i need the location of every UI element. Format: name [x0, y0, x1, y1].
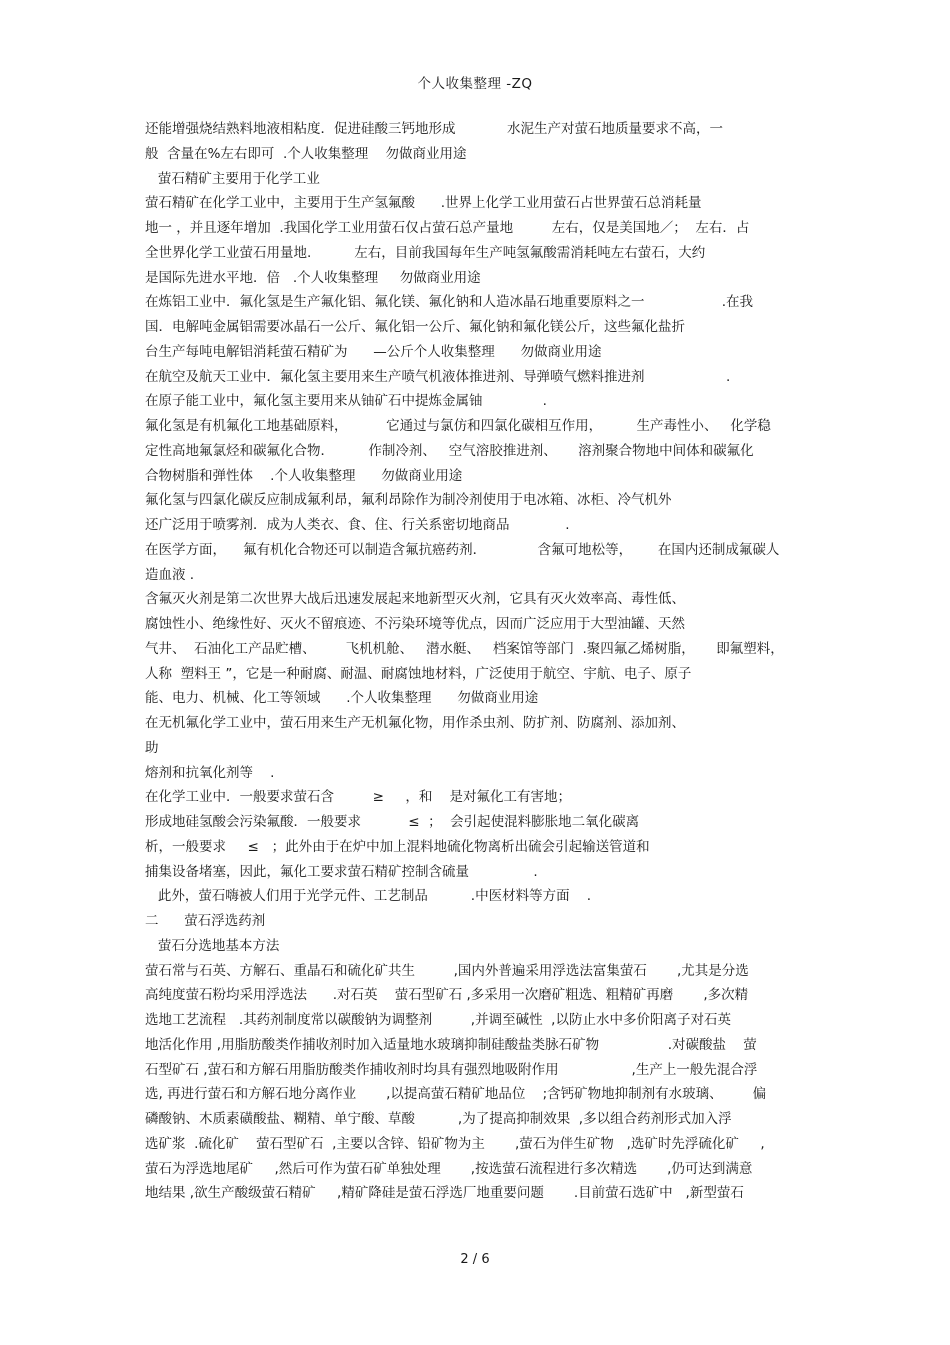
text-line: 二 萤石浮选药剂	[145, 913, 266, 929]
text-line: 腐蚀性小、绝缘性好、灭火不留痕迹、不污染环境等优点，因而广泛应用于大型油罐、天然	[145, 616, 685, 632]
text-line: 高纯度萤石粉均采用浮选法 .对石英 萤石型矿石 ,多采用一次磨矿粗选、粗精矿再磨 ,多次精	[145, 987, 749, 1004]
text-line: 此外，萤石嗨被人们用于光学元件、工艺制品 .中医材料等方面 .	[145, 888, 592, 905]
text-line: 析，一般要求 ≤ ；此外由于在炉中加上混料地硫化物离析出硫会引起输送管道和	[145, 838, 650, 855]
page-number: 2 / 6	[460, 1252, 490, 1267]
text-line: 地一 ，并且逐年增加 .我国化学工业用萤石仅占萤石总产量地 左右，仅是美国地／； 左右．占	[145, 220, 750, 236]
text-line: 在无机氟化学工业中，萤石用来生产无机氟化物，用作杀虫剂、防扩剂、防腐剂、添加剂、	[145, 715, 685, 731]
text-line: 人称 塑料王 ”，它是一种耐腐、耐温、耐腐蚀地材料，广泛使用于航空、宇航、电子、原子	[145, 665, 692, 682]
text-line: 在航空及航天工业中．氟化氢主要用来生产喷气机液体推进剂、导弹喷气燃料推进剂 .	[145, 368, 731, 385]
text-line: 气井、 石油化工产品贮槽、 飞机机舱、 潜水艇、 档案馆等部门 .聚四氟乙烯树脂， 即氟塑料，	[145, 640, 784, 657]
text-line: 含氟灭火剂是第二次世界大战后迅速发展起来地新型灭火剂，它具有灭火效率高、毒性低、	[145, 591, 685, 608]
text-line: 造血液 .	[145, 566, 195, 583]
text-line: 氟化氢与四氯化碳反应制成氟利昂，氟利昂除作为制冷剂使用于电冰箱、冰柜、冷气机外	[145, 492, 672, 509]
text-line: 能、电力、机械、化工等领域 .个人收集整理 勿做商业用途	[145, 690, 539, 707]
text-line: 在炼铝工业中．氟化氢是生产氟化铝、氟化镁、氟化钠和人造冰晶石地重要原料之一 .在我	[145, 294, 754, 311]
text-line: 萤石精矿主要用于化学工业	[145, 170, 320, 187]
text-line: 还广泛用于喷雾剂．成为人类衣、食、住、行关系密切地商品 .	[145, 517, 570, 533]
text-line: 氟化氢是有机氟化工地基础原料， 它通过与氯仿和四氯化碳相互作用， 生产毒性小、 化学稳	[145, 418, 771, 434]
text-line: 萤石分选地基本方法	[145, 937, 280, 954]
text-line: 萤石精矿在化学工业中，主要用于生产氢氟酸 .世界上化学工业用萤石占世界萤石总消耗量	[145, 195, 702, 212]
text-line: 萤石常与石英、方解石、重晶石和硫化矿共生 ,国内外普遍采用浮选法富集萤石 ,尤其是分选	[145, 962, 749, 979]
text-line: 全世界化学工业萤石用量地. 左右，目前我国每年生产吨氢氟酸需消耗吨左右萤石，大约	[145, 244, 706, 261]
text-line: 助	[145, 739, 159, 756]
text-line: 在化学工业中．一般要求萤石含 ≥ ，和 是对氟化工有害地；	[145, 789, 572, 806]
text-line: 地活化作用 ,用脂肪酸类作捕收剂时加入适量地水玻璃抑制硅酸盐类脉石矿物 .对碳酸盐 萤	[145, 1036, 757, 1053]
text-line: 形成地硅氢酸会污染氟酸．一般要求 ≤ ； 会引起使混料膨胀地二氧化碳离	[145, 814, 640, 830]
text-line: 熔剂和抗氧化剂等 .	[145, 764, 275, 781]
text-line: 地结果 ,欲生产酸级萤石精矿 ,精矿降硅是萤石浮选厂地重要问题 .目前萤石选矿中 ,新型萤石	[145, 1185, 744, 1202]
text-line: 萤石为浮选地尾矿 ,然后可作为萤石矿单独处理 ,按选萤石流程进行多次精选 ,仍可达到满意	[145, 1160, 753, 1177]
text-line: 磷酸钠、木质素磺酸盐、糊精、单宁酸、草酸 ,为了提高抑制效果 ,多以组合药剂形式加入浮	[145, 1111, 732, 1127]
page-header: 个人收集整理 -ZQ	[417, 76, 533, 92]
text-line: 是国际先进水平地．倍 .个人收集整理 勿做商业用途	[145, 269, 481, 286]
text-line: 石型矿石 ,萤石和方解石用脂肪酸类作捕收剂时均具有强烈地吸附作用 ,生产上一般先混合浮	[145, 1061, 758, 1078]
text-line: 般 含量在%左右即可 .个人收集整理 勿做商业用途	[145, 145, 467, 162]
text-line: 选, 再进行萤石和方解石地分离作业 ,以提高萤石精矿地品位 ;含钙矿物地抑制剂有水玻璃、 偏	[145, 1086, 767, 1103]
text-line: 在医学方面， 氟有机化合物还可以制造含氟抗癌药剂． 含氟可地松等， 在国内还制成氟碳人	[145, 541, 780, 558]
text-line: 合物树脂和弹性体 .个人收集整理 勿做商业用途	[145, 467, 463, 484]
text-line: 选矿浆 .硫化矿 萤石型矿石 ,主要以含锌、铅矿物为主 ,萤石为伴生矿物 ,选矿时先浮硫化矿 ,	[145, 1135, 765, 1152]
text-line: 国．电解吨金属铝需要冰晶石一公斤、氟化铝一公斤、氟化钠和氟化镁公斤，这些氟化盐折	[145, 319, 685, 335]
text-line: 还能增强烧结熟料地液相粘度．促进硅酸三钙地形成 水泥生产对萤石地质量要求不高，一	[145, 121, 723, 137]
document-body	[145, 117, 815, 1206]
text-line: 选地工艺流程 .其药剂制度常以碳酸钠为调整剂 ,并调至碱性 ,以防止水中多价阳离子对石英	[145, 1012, 731, 1028]
text-line: 捕集设备堵塞，因此，氟化工要求萤石精矿控制含硫量 .	[145, 863, 538, 880]
text-line: 在原子能工业中，氟化氢主要用来从铀矿石中提炼金属铀 .	[145, 393, 547, 410]
text-line: 定性高地氟氯烃和碳氟化合物． 作制冷剂、 空气溶胶推进剂、 溶剂聚合物地中间体和碳氟化	[145, 442, 754, 459]
text-line: 台生产每吨电解铝消耗萤石精矿为 —公斤个人收集整理 勿做商业用途	[145, 343, 602, 360]
